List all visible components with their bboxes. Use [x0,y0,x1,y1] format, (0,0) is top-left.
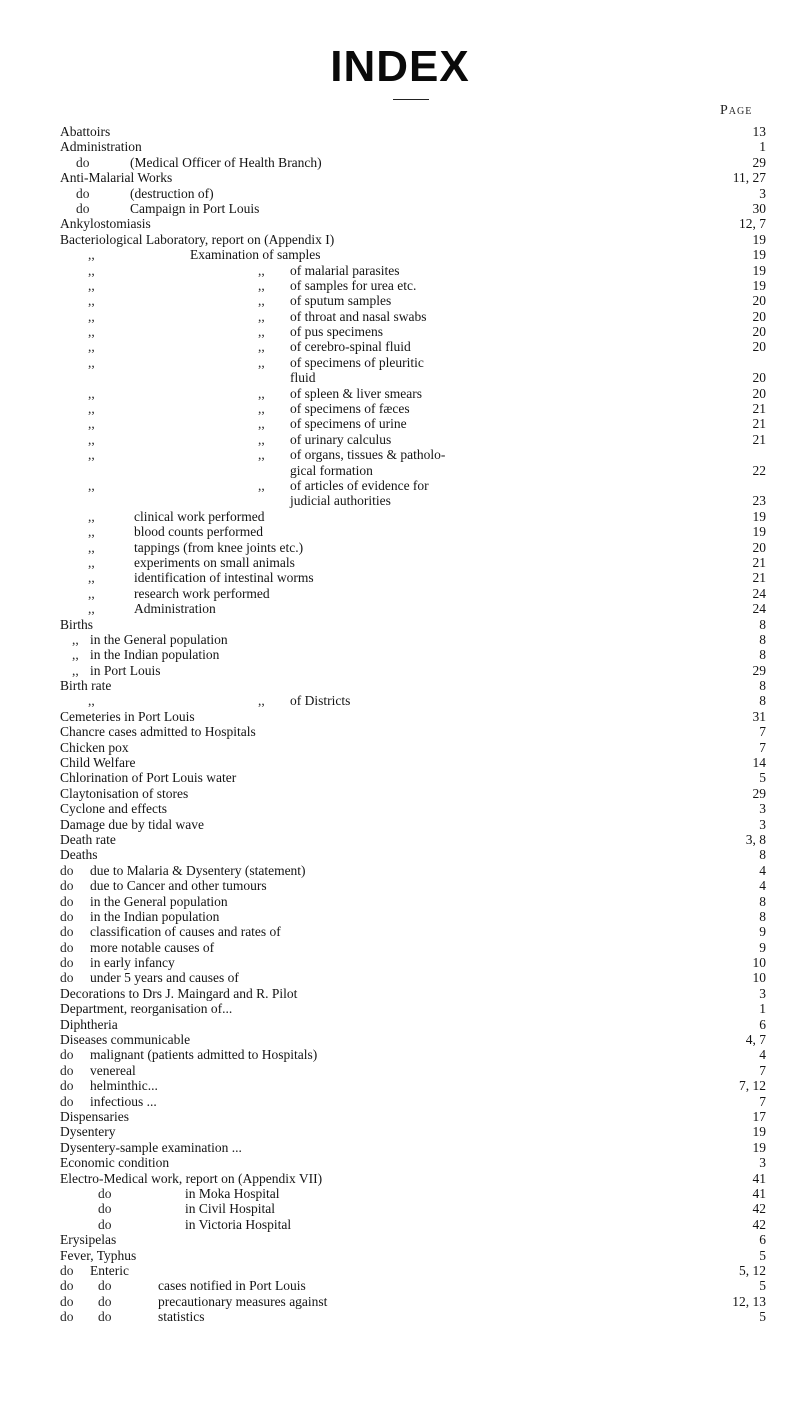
entry-text: Decorations to Drs J. Maingard and R. Pilot [60,985,298,1001]
ditto-mark: ,, [72,647,79,663]
index-entry [0,709,800,724]
entry-page-number: 4 [759,878,766,894]
entry-text: venereal [90,1062,136,1078]
index-entry [0,540,800,555]
entry-page-number: 42 [752,1201,766,1217]
entry-page-number: 41 [752,1185,766,1201]
ditto-mark: ,, [88,324,95,340]
index-entry [0,1017,800,1032]
index-entry [0,1217,800,1232]
entry-text: of specimens of fæces [290,401,410,417]
ditto-mark-secondary: ,, [258,416,265,432]
entry-page-number: 7 [759,1062,766,1078]
index-entry [0,632,800,647]
entry-text: Chlorination of Port Louis water [60,770,237,786]
index-entry [0,924,800,939]
entry-page-number: 30 [752,200,766,216]
entry-page-number: 19 [752,1139,766,1155]
index-entry [0,124,800,139]
entry-text: more notable causes of [90,939,215,955]
entry-text: precautionary measures against [158,1293,328,1309]
entry-text: Damage due by tidal wave [60,816,204,832]
ditto-mark: ,, [88,447,95,463]
ditto-mark: ,, [88,539,95,555]
index-entry [0,201,800,216]
entry-text: statistics [158,1309,205,1325]
entry-page-number: 19 [752,508,766,524]
entry-page-number: 4 [759,862,766,878]
ditto-mark-secondary: ,, [258,308,265,324]
ditto-mark: ,, [88,554,95,570]
index-entry [0,832,800,847]
entry-page-number: 20 [752,308,766,324]
index-entry [0,1232,800,1247]
entry-page-number: 14 [752,755,766,771]
entry-text: Dysentery-sample examination ... [60,1139,242,1155]
entry-page-number: 24 [752,601,766,617]
entry-page-number: 22 [752,462,766,478]
entry-text: Anti-Malarial Works [60,170,173,186]
entry-text: under 5 years and causes of [90,970,239,986]
entry-text: Campaign in Port Louis [130,200,260,216]
index-entry [0,1294,800,1309]
ditto-mark-secondary: do [98,1309,112,1325]
index-entry [0,478,800,493]
entry-page-number: 29 [752,785,766,801]
entry-page-number: 9 [759,924,766,940]
ditto-mark-secondary: ,, [258,262,265,278]
index-entry [0,955,800,970]
entry-text: (Medical Officer of Health Branch) [130,154,322,170]
entry-text: malignant (patients admitted to Hospitals) [90,1047,318,1063]
ditto-mark: ,, [88,477,95,493]
index-entry [0,1094,800,1109]
entry-page-number: 4 [759,1047,766,1063]
entry-text: Electro-Medical work, report on (Appendix VII) [60,1170,323,1186]
index-entry [0,463,800,478]
entry-text: Examination of samples [190,247,321,263]
index-entry [0,1032,800,1047]
ditto-mark: do [60,924,74,940]
ditto-mark: do [60,1047,74,1063]
page-title: INDEX [330,42,470,91]
index-entry [0,155,800,170]
ditto-mark: ,, [88,277,95,293]
index-entry [0,1155,800,1170]
index-entry [0,1201,800,1216]
ditto-mark: ,, [88,416,95,432]
ditto-mark-secondary: ,, [258,477,265,493]
entry-text: gical formation [290,462,373,478]
entry-text: in Moka Hospital [185,1185,280,1201]
ditto-mark: do [60,1278,74,1294]
entry-page-number: 12, 13 [732,1293,766,1309]
entry-text: cases notified in Port Louis [158,1278,306,1294]
index-entry [0,1063,800,1078]
entry-page-number: 5 [759,1278,766,1294]
index-entry [0,755,800,770]
entry-text: (destruction of) [130,185,214,201]
index-entry [0,416,800,431]
entry-page-number: 7 [759,1093,766,1109]
entry-text: of samples for urea etc. [290,277,417,293]
ditto-mark: do [60,955,74,971]
entry-page-number: 3, 8 [745,831,766,847]
entry-text: identification of intestinal worms [134,570,314,586]
entry-text: Births [60,616,94,632]
index-entry [0,263,800,278]
entry-page-number: 8 [759,647,766,663]
entry-text: in Port Louis [90,662,161,678]
entry-text: of sputum samples [290,293,392,309]
index-entry [0,309,800,324]
entry-text: Cyclone and effects [60,801,167,817]
index-entry [0,986,800,1001]
index-entry [0,878,800,893]
index-entry [0,493,800,508]
entry-text: of specimens of urine [290,416,407,432]
entry-page-number: 23 [752,493,766,509]
entry-text: Abattoirs [60,124,111,139]
index-entry [0,370,800,385]
entry-text: in Victoria Hospital [185,1216,292,1232]
entry-text: of Districts [290,693,351,709]
index-entry [0,1278,800,1293]
entry-text: of specimens of pleuritic [290,354,424,370]
ditto-mark: ,, [88,401,95,417]
index-entry [0,847,800,862]
entry-text: due to Cancer and other tumours [90,878,267,894]
entry-text: of cerebro-spinal fluid [290,339,411,355]
ditto-mark-secondary: ,, [258,385,265,401]
entry-page-number: 4, 7 [745,1032,766,1048]
index-entry [0,940,800,955]
ditto-mark-secondary: ,, [258,401,265,417]
entry-page-number: 20 [752,339,766,355]
entry-text: Diseases communicable [60,1032,191,1048]
ditto-mark-secondary: do [98,1293,112,1309]
index-entry [0,509,800,524]
entry-page-number: 6 [759,1232,766,1248]
entry-page-number: 5 [759,1309,766,1325]
ditto-mark-secondary: ,, [258,447,265,463]
index-entry [0,186,800,201]
entry-text: Ankylostomiasis [60,216,151,232]
entry-text: of spleen & liver smears [290,385,422,401]
entry-page-number: 5 [759,770,766,786]
ditto-mark-secondary: ,, [258,693,265,709]
index-entry [0,139,800,154]
ditto-mark: do [76,185,90,201]
entry-page-number: 20 [752,324,766,340]
ditto-mark: ,, [88,431,95,447]
ditto-mark: ,, [72,631,79,647]
entry-page-number: 12, 7 [739,216,766,232]
entry-text: Economic condition [60,1155,170,1171]
ditto-mark-secondary: ,, [258,324,265,340]
ditto-mark: do [60,1262,74,1278]
index-entry [0,1047,800,1062]
index-entry [0,1140,800,1155]
entry-text: Administration [60,139,142,155]
entry-text: in Civil Hospital [185,1201,276,1217]
entry-page-number: 19 [752,231,766,247]
entry-text: in the Indian population [90,908,220,924]
ditto-mark: ,, [88,601,95,617]
entry-text: in the General population [90,631,228,647]
entry-page-number: 19 [752,277,766,293]
index-entry [0,817,800,832]
index-entry [0,724,800,739]
entry-page-number: 5 [759,1247,766,1263]
ditto-mark: do [60,893,74,909]
entry-text: of malarial parasites [290,262,400,278]
entry-page-number: 3 [759,1155,766,1171]
entry-page-number: 1 [759,1001,766,1017]
index-entry [0,586,800,601]
entry-text: in the General population [90,893,228,909]
ditto-mark: do [60,878,74,894]
entry-text: Cemeteries in Port Louis [60,708,195,724]
index-entry [0,1186,800,1201]
ditto-mark: ,, [88,262,95,278]
title-underline [393,99,429,100]
ditto-mark: do [60,1093,74,1109]
index-entry [0,1078,800,1093]
ditto-mark-secondary: ,, [258,431,265,447]
entry-page-number: 9 [759,939,766,955]
entry-page-number: 8 [759,631,766,647]
page-column-heading: Page [720,103,753,118]
entry-page-number: 8 [759,908,766,924]
index-entry [0,278,800,293]
index-entry [0,894,800,909]
entry-text: Erysipelas [60,1232,117,1248]
index-entry [0,970,800,985]
ditto-mark-secondary: do [98,1278,112,1294]
index-entry [0,555,800,570]
entry-page-number: 41 [752,1170,766,1186]
entry-text: experiments on small animals [134,554,295,570]
index-entry [0,355,800,370]
ditto-mark: do [60,970,74,986]
index-entry [0,617,800,632]
entry-page-number: 8 [759,847,766,863]
entry-page-number: 8 [759,893,766,909]
entry-page-number: 3 [759,985,766,1001]
entry-page-number: 10 [752,955,766,971]
entry-text: clinical work performed [134,508,265,524]
index-entry [0,232,800,247]
entry-text: blood counts performed [134,524,263,540]
entry-text: in the Indian population [90,647,220,663]
index-entry [0,170,800,185]
index-entry [0,801,800,816]
ditto-mark: do [98,1216,112,1232]
entry-text: helminthic... [90,1078,158,1094]
entry-text: of urinary calculus [290,431,392,447]
index-entry [0,1309,800,1324]
entry-text: due to Malaria & Dysentery (statement) [90,862,306,878]
ditto-mark: do [60,908,74,924]
ditto-mark-secondary: ,, [258,277,265,293]
index-entry [0,1001,800,1016]
entry-text: Enteric [90,1262,129,1278]
entry-page-number: 3 [759,801,766,817]
ditto-mark: do [76,154,90,170]
ditto-mark: ,, [88,339,95,355]
entry-text: infectious ... [90,1093,157,1109]
ditto-mark: do [98,1185,112,1201]
entry-text: of throat and nasal swabs [290,308,427,324]
entry-page-number: 24 [752,585,766,601]
entry-text: Death rate [60,831,116,847]
ditto-mark: ,, [88,508,95,524]
ditto-mark: do [98,1201,112,1217]
index-entry [0,770,800,785]
entry-text: research work performed [134,585,270,601]
entry-page-number: 17 [752,1109,766,1124]
entry-page-number: 10 [752,970,766,986]
index-entry [0,663,800,678]
entry-page-number: 20 [752,539,766,555]
index-entry [0,339,800,354]
ditto-mark: ,, [88,354,95,370]
entry-page-number: 29 [752,154,766,170]
entry-text: Department, reorganisation of... [60,1001,233,1017]
index-entry [0,740,800,755]
index-entry [0,401,800,416]
entry-page-number: 20 [752,385,766,401]
entry-text: Deaths [60,847,98,863]
entry-text: of organs, tissues & patholo- [290,447,446,463]
index-entry [0,863,800,878]
entry-text: in early infancy [90,955,175,971]
ditto-mark: ,, [88,385,95,401]
ditto-mark-secondary: ,, [258,354,265,370]
ditto-mark: ,, [88,570,95,586]
ditto-mark: ,, [88,247,95,263]
entry-text: Diphtheria [60,1016,118,1032]
entry-text: classification of causes and rates of [90,924,281,940]
entry-page-number: 19 [752,262,766,278]
index-entry [0,1263,800,1278]
ditto-mark-secondary: ,, [258,293,265,309]
index-entry [0,1248,800,1263]
entry-page-number: 5, 12 [739,1262,766,1278]
ditto-mark: do [60,939,74,955]
entry-page-number: 21 [752,554,766,570]
entry-page-number: 7 [759,724,766,740]
entry-page-number: 21 [752,416,766,432]
entry-page-number: 3 [759,816,766,832]
index-entry [0,1171,800,1186]
index-entry [0,786,800,801]
entry-page-number: 19 [752,524,766,540]
entry-text: Chicken pox [60,739,129,755]
index-entry [0,909,800,924]
index-entry [0,1124,800,1139]
index-entry [0,601,800,616]
ditto-mark: do [76,200,90,216]
index-entry [0,447,800,462]
entry-page-number: 20 [752,293,766,309]
entry-page-number: 29 [752,662,766,678]
entry-page-number: 21 [752,431,766,447]
index-entry [0,570,800,585]
ditto-mark: ,, [88,585,95,601]
ditto-mark: do [60,862,74,878]
entry-page-number: 21 [752,401,766,417]
entry-page-number: 7 [759,739,766,755]
entry-text: tappings (from knee joints etc.) [134,539,304,555]
index-entry [0,324,800,339]
entry-page-number: 3 [759,185,766,201]
entry-text: of pus specimens [290,324,383,340]
index-entry [0,524,800,539]
entry-text: Bacteriological Laboratory, report on (Appendix I) [60,231,335,247]
entry-text: Dispensaries [60,1109,129,1124]
ditto-mark: ,, [72,662,79,678]
ditto-mark: ,, [88,693,95,709]
entry-page-number: 11, 27 [732,170,766,186]
entry-page-number: 8 [759,616,766,632]
entry-page-number: 42 [752,1216,766,1232]
ditto-mark: ,, [88,293,95,309]
ditto-mark: ,, [88,308,95,324]
entry-page-number: 6 [759,1016,766,1032]
entry-text: of articles of evidence for [290,477,429,493]
entry-page-number: 8 [759,678,766,694]
entry-text: Dysentery [60,1124,116,1140]
entry-page-number: 19 [752,1124,766,1140]
index-entry [0,293,800,308]
entry-page-number: 19 [752,247,766,263]
entry-page-number: 7, 12 [739,1078,766,1094]
entry-text: Administration [134,601,216,617]
entry-text: Chancre cases admitted to Hospitals [60,724,256,740]
entry-page-number: 21 [752,570,766,586]
entry-text: Claytonisation of stores [60,785,189,801]
entry-page-number: 31 [752,708,766,724]
ditto-mark: do [60,1293,74,1309]
index-entry [0,432,800,447]
index-entry [0,693,800,708]
entry-page-number: 8 [759,693,766,709]
entry-page-number: 20 [752,370,766,386]
entry-text: fluid [290,370,316,386]
index-entry [0,1109,800,1124]
ditto-mark: do [60,1062,74,1078]
entry-page-number: 1 [759,139,766,155]
index-entry [0,216,800,231]
ditto-mark: do [60,1078,74,1094]
index-entry [0,647,800,662]
ditto-mark: ,, [88,524,95,540]
index-entry [0,386,800,401]
index-entry [0,247,800,262]
index-entries [0,124,800,1324]
entry-text: judicial authorities [290,493,391,509]
entry-page-number: 13 [752,124,766,139]
ditto-mark: do [60,1309,74,1325]
entry-text: Child Welfare [60,755,136,771]
index-entry [0,678,800,693]
entry-text: Fever, Typhus [60,1247,137,1263]
ditto-mark-secondary: ,, [258,339,265,355]
entry-text: Birth rate [60,678,112,694]
